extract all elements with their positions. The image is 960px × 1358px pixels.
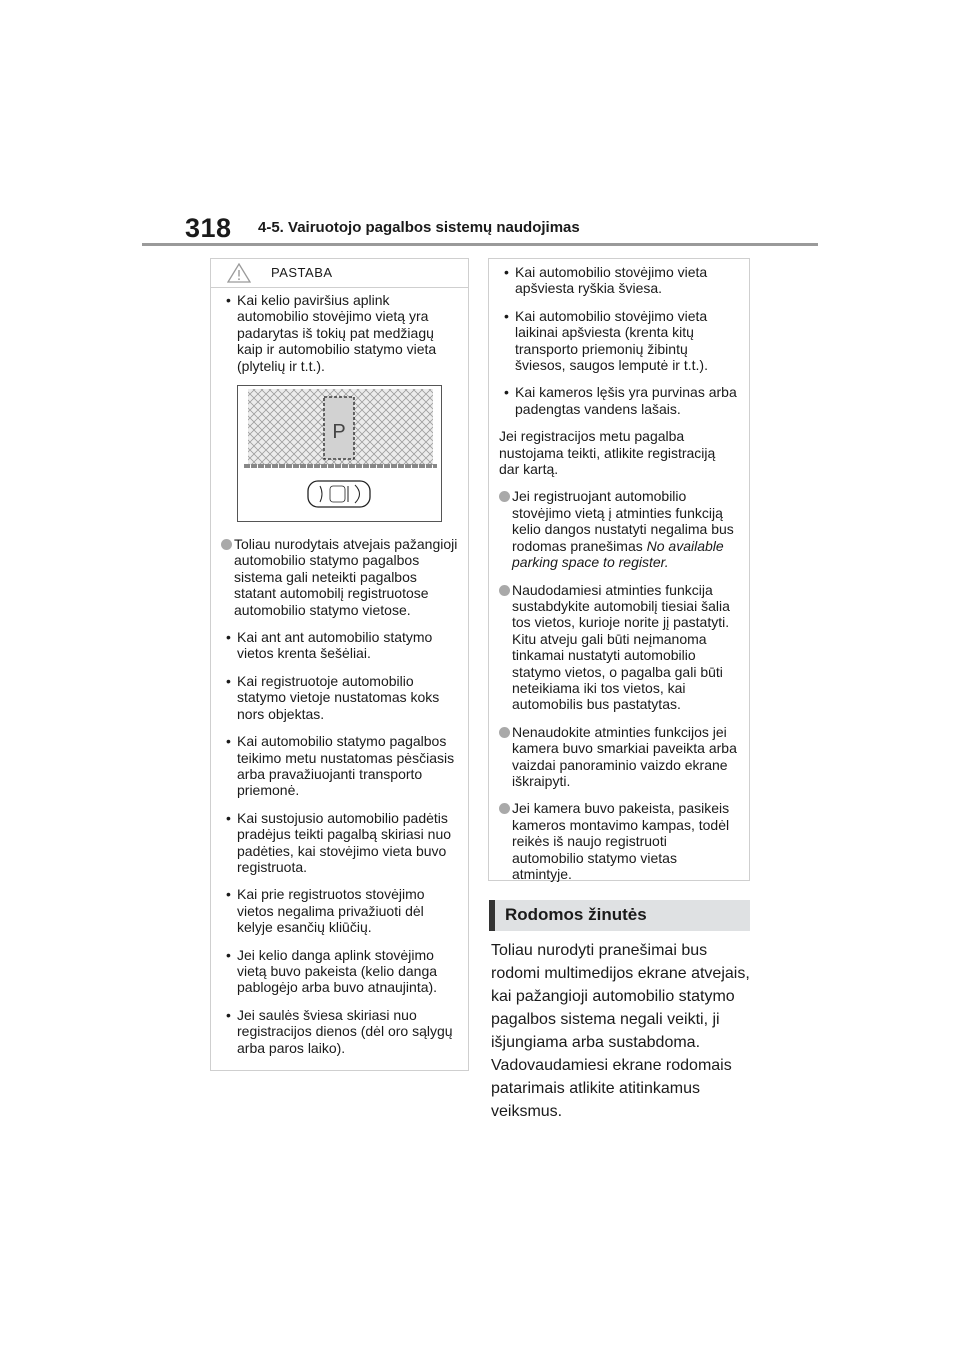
left-item: • Kai automobilio statymo pagalbos teikimo metu nustatomas pėsčiasis arba pravažiuojanti transporto priemonė. <box>221 733 458 799</box>
retry-text: Jei registracijos metu pagalba nustojama teikti, atlikite registraciją dar kartą. <box>499 428 716 478</box>
parking-sign: P <box>332 421 346 444</box>
left-item: • Jei kelio danga aplink stovėjimo vietą buvo pakeista (kelio danga pablogėjo arba buvo atnaujinta). <box>221 947 458 996</box>
note-point-5: Jei kamera buvo pakeista, pasikeis kameros montavimo kampas, todėl reikės iš naujo registruoti automobilio statymo vietas atmintyje. <box>499 800 739 882</box>
bullet-dot-icon <box>499 491 510 502</box>
note-point-4: Nenaudokite atminties funkcijos jei kamera buvo smarkiai paveikta arba vaizdai panoraminio vaizdo ekrane iškraipyti. <box>499 724 739 790</box>
right-item: • Kai kameros lęšis yra purvinas arba padengtas vandens lašais. <box>499 384 739 417</box>
note-box-left <box>210 258 469 1071</box>
left-item: • Kai ant ant automobilio statymo vietos krenta šešėliai. <box>221 629 458 662</box>
header-rule <box>142 243 818 246</box>
warning-triangle-icon <box>227 263 251 283</box>
page-number: 318 <box>185 213 232 243</box>
note-box-right <box>488 258 750 881</box>
no-space-message: No available parking space to register. <box>512 537 724 571</box>
right-item: • Kai automobilio stovėjimo vieta apšviesta ryškia šviesa. <box>499 264 739 297</box>
parking-surface-figure <box>237 385 442 522</box>
left-item: • Kai registruotoje automobilio statymo vietoje nustatomas koks nors objektas. <box>221 673 458 722</box>
left-item: • Kai sustojusio automobilio padėtis pradėjus teikti pagalbą skiriasi nuo padėties, kai stovėjimo vieta buvo registruota. <box>221 810 458 876</box>
note-point-3: Naudodamiesi atminties funkcija sustabdykite automobilį tiesiai šalia tos vietos, kurioje norite jį pastatyti. Kitu atveju gali būti neįmanoma tinkamai nustatyti automobilio statymo vietos, o pagalba gali būti neteikiama iki tos vietos, kai automobilis bus pastatytas. <box>499 582 739 713</box>
right-item: • Kai automobilio stovėjimo vieta laikinai apšviesta (krenta kitų transporto priemonių žibintų šviesos, saugos lemputė ir t.t.). <box>499 308 739 374</box>
car-top-view-icon <box>308 481 370 507</box>
note-point-2: Jei registruojant automobilio stovėjimo vietą į atminties funkciją kelio dangos nustatyti negalima bus rodomas pranešimas No available parking space to register. <box>499 488 739 570</box>
parking-illustration <box>238 386 442 522</box>
bullet-dot-icon <box>499 803 510 814</box>
note-intro: • Kai kelio paviršius aplink automobilio stovėjimo vietą yra padarytas iš tokių pat medžiagų kaip ir automobilio statymo vieta (plytelių ir t.t.). <box>221 292 458 374</box>
messages-body: Toliau nurodyti pranešimai bus rodomi multimedijos ekrane atvejais, kai pažangioji automobilio statymo pagalbos sistema negali veikti, ji išjungiama arba sustabdoma. Vadovaudamiesi ekrane rodomais patarimais atlikite atitinkamus veiksmus. <box>491 942 750 1120</box>
left-item: • Jei saulės šviesa skiriasi nuo registracijos dienos (dėl oro sąlygų arba paros laiko). <box>221 1007 458 1056</box>
messages-heading <box>489 900 750 931</box>
bullet-dot-icon <box>499 727 510 738</box>
messages-heading-text: Rodomos žinutės <box>505 905 647 924</box>
bullet-dot-icon <box>221 539 232 550</box>
note-point-1: Toliau nurodytais atvejais pažangioji automobilio statymo pagalbos sistema gali neteikti pagalbos statant automobilį registruotose automobilio statymo vietose. <box>221 536 458 618</box>
note-header <box>211 259 468 288</box>
note-label: PASTABA <box>271 265 333 280</box>
section-title: 4-5. Vairuotojo pagalbos sistemų naudojimas <box>258 219 580 236</box>
left-item: • Kai prie registruotos stovėjimo vietos negalima privažiuoti dėl kelyje esančių kliūčių. <box>221 886 458 935</box>
bullet-dot-icon <box>499 585 510 596</box>
